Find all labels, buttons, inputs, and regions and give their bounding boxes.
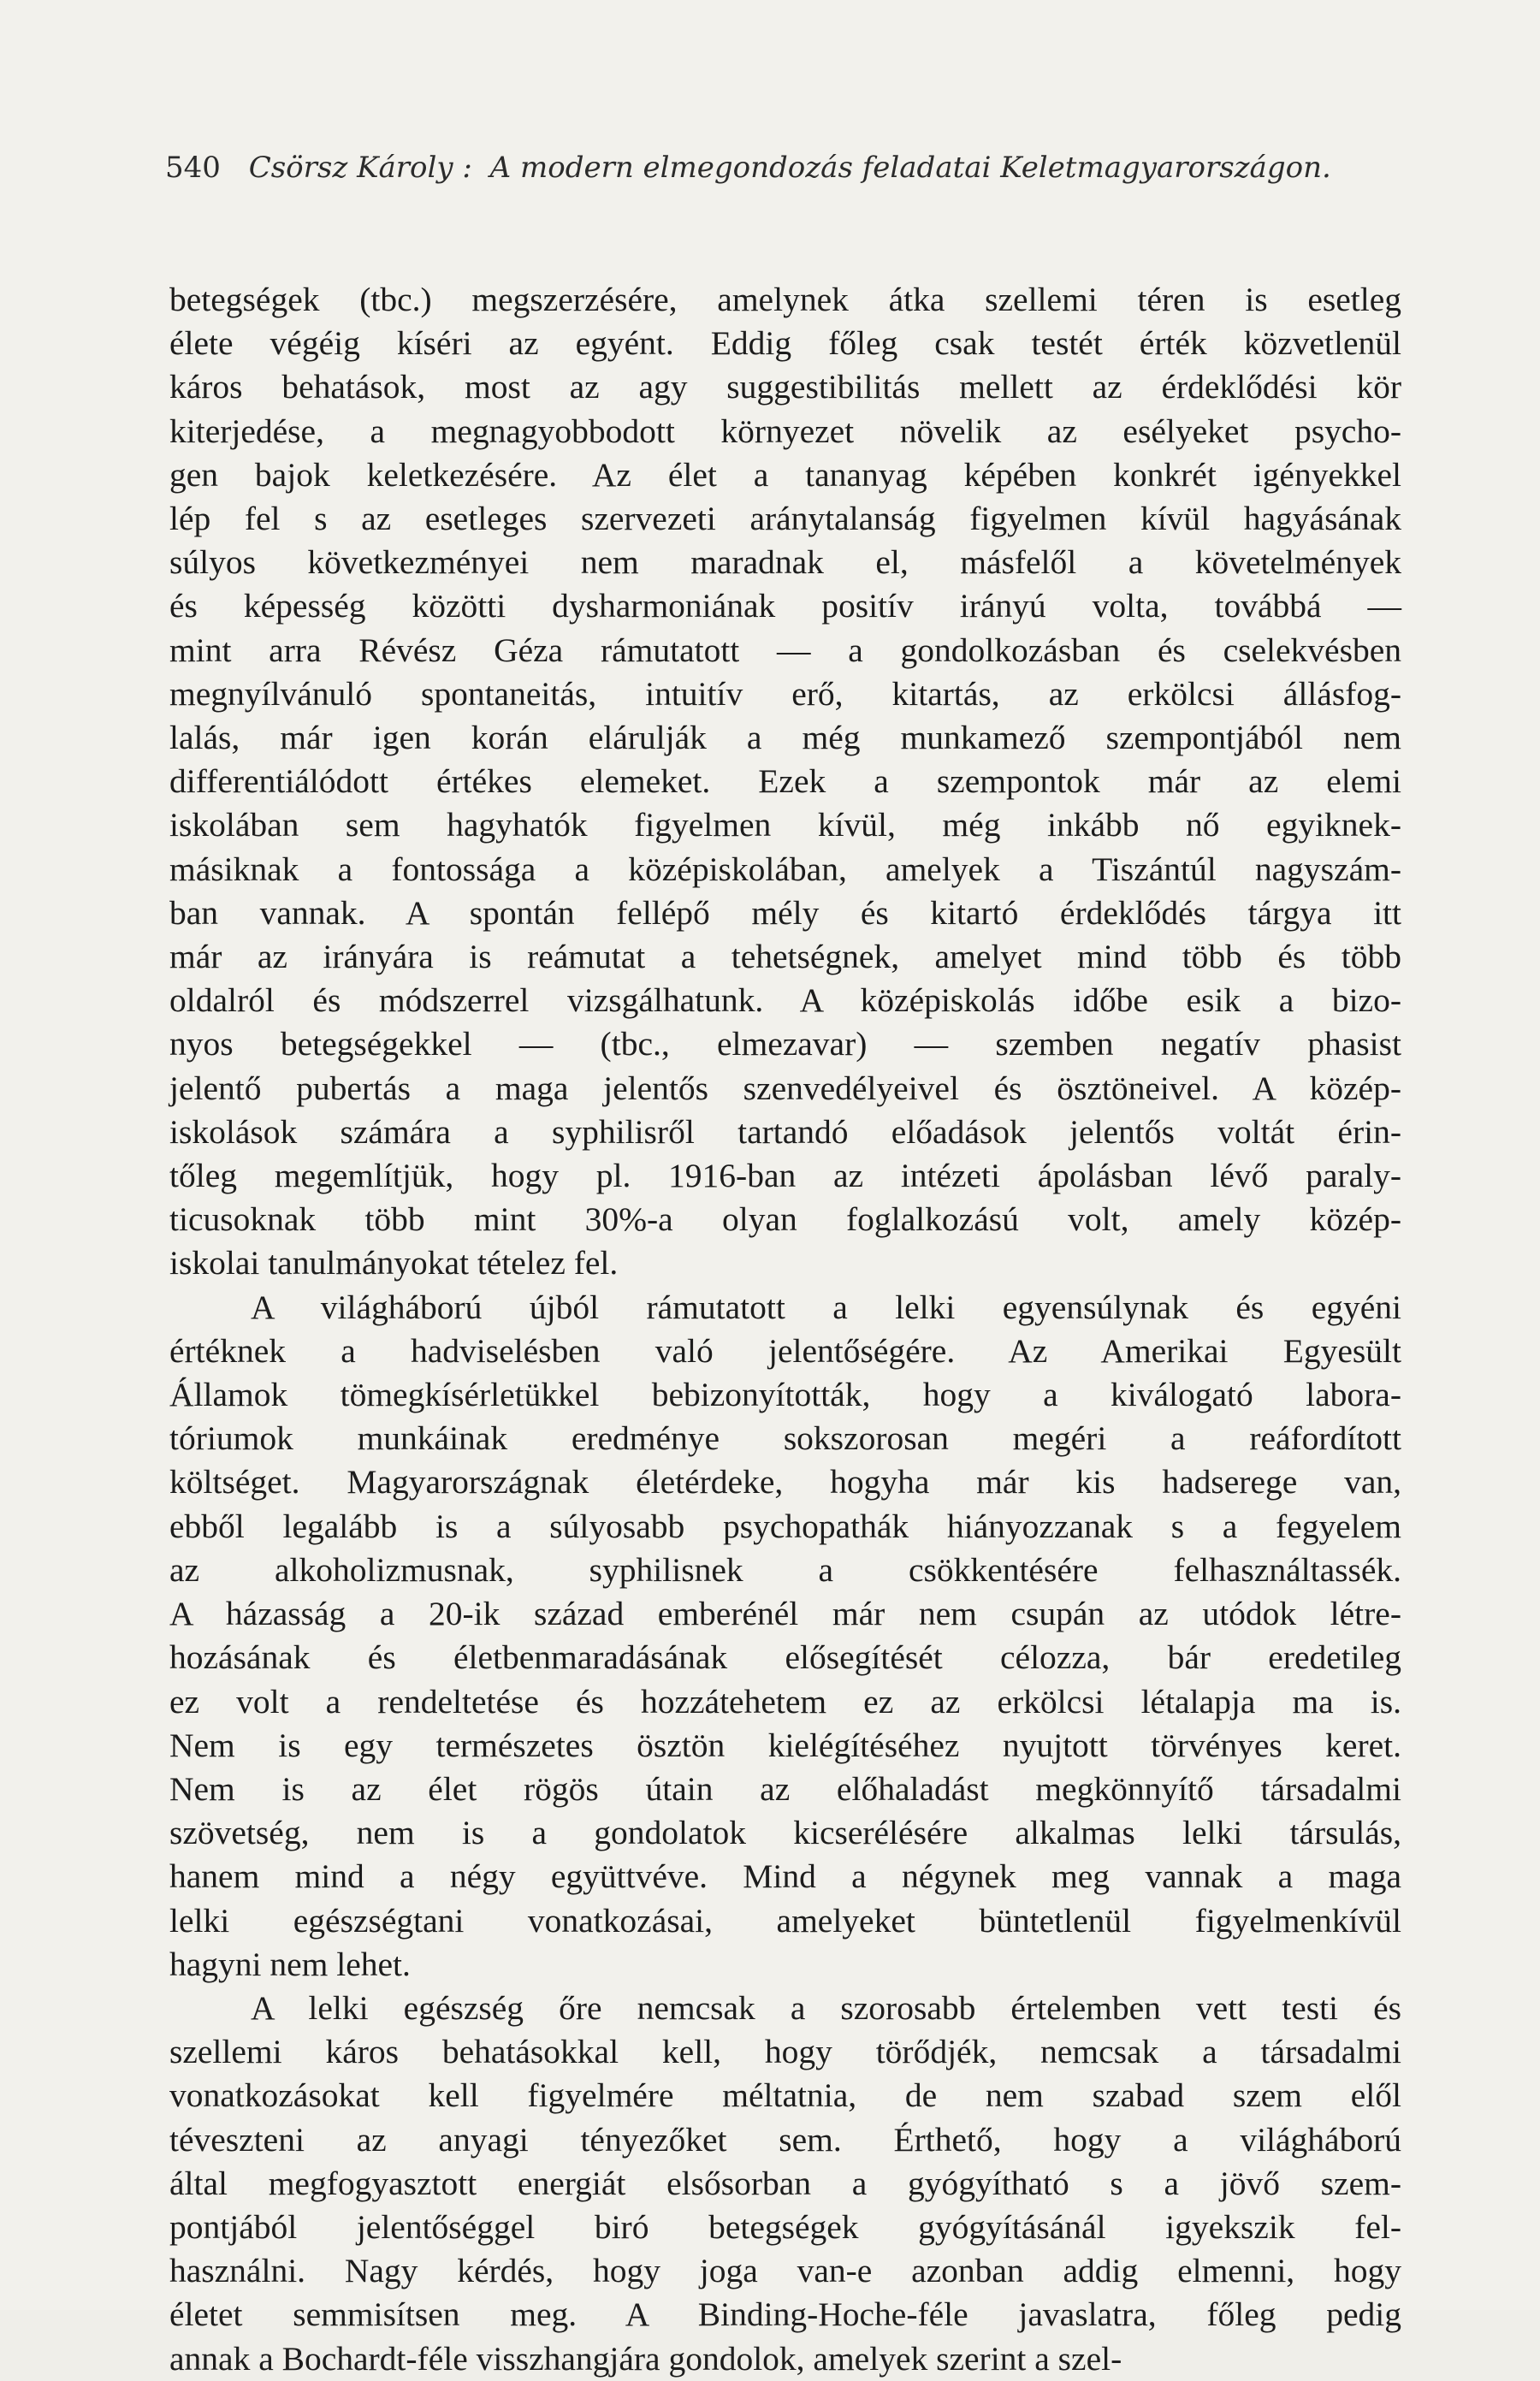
- text-line: téveszteni az anyagi tényezőket sem. Érthető, hogy a világháború: [169, 2120, 1401, 2159]
- text-line: lelki egészségtani vonatkozásai, amelyeket büntetlenül figyelmenkívül: [169, 1901, 1401, 1940]
- text-line: oldalról és módszerrel vizsgálhatunk. A középiskolás időbe esik a bizo-: [169, 981, 1401, 1020]
- text-line: értéknek a hadviselésben való jelentőségére. Az Amerikai Egyesült: [169, 1331, 1401, 1370]
- text-line: már az irányára is reámutat a tehetségnek, amelyet mind több és több: [169, 938, 1401, 976]
- text-line: annak a Bochardt-féle visszhangjára gondolok, amelyek szerint a szel-: [169, 2339, 1122, 2378]
- text-line: által megfogyasztott energiát elsősorban a gyógyítható s a jövő szem-: [169, 2164, 1401, 2202]
- text-line: iskolában sem hagyhatók figyelmen kívül, még inkább nő egyiknek-: [169, 806, 1401, 844]
- header-author: Csörsz Károly :: [248, 151, 472, 185]
- paragraph: [169, 278, 1401, 1286]
- text-line: tóriumok munkáinak eredménye sokszorosan megéri a reáfordított: [169, 1419, 1401, 1458]
- text-line: és képesség közötti dysharmoniának positív irányú volta, továbbá —: [169, 587, 1401, 625]
- page-number: 540: [165, 151, 221, 185]
- text-line: vonatkozásokat kell figyelmére méltatnia, de nem szabad szem elől: [169, 2076, 1401, 2115]
- text-line: ebből legalább is a súlyosabb psychopathák hiányozzanak s a fegyelem: [169, 1507, 1401, 1545]
- text-line: differentiálódott értékes elemeket. Ezek a szempontok már az elemi: [169, 762, 1401, 801]
- text-line: káros behatások, most az agy suggestibilitás mellett az érdeklődési kör: [169, 368, 1401, 406]
- text-line: iskolai tanulmányokat tételez fel.: [169, 1244, 619, 1282]
- text-line: ban vannak. A spontán fellépő mély és kitartó érdeklődés tárgya itt: [169, 893, 1401, 932]
- text-line: jelentő pubertás a maga jelentős szenvedélyeivel és ösztöneivel. A közép-: [169, 1069, 1401, 1107]
- text-line: költséget. Magyarországnak életérdeke, hogyha már kis hadserege van,: [169, 1463, 1401, 1501]
- text-line: használni. Nagy kérdés, hogy joga van-e azonban addig elmenni, hogy: [169, 2252, 1401, 2290]
- paragraph: [169, 1286, 1401, 1987]
- text-line: másiknak a fontossága a középiskolában, amelyek a Tiszántúl nagyszám-: [169, 850, 1401, 888]
- text-line: betegségek (tbc.) megszerzésére, amelynek átka szellemi téren is esetleg: [169, 281, 1401, 318]
- text-line: ez volt a rendeltetése és hozzátehetem ez az erkölcsi létalapja ma is.: [169, 1682, 1401, 1721]
- text-line: az alkoholizmusnak, syphilisnek a csökkentésére felhasználtassék.: [169, 1550, 1401, 1589]
- text-line: élete végéig kíséri az egyént. Eddig főleg csak testét érték közvetlenül: [169, 324, 1401, 363]
- running-header: [165, 151, 1406, 185]
- text-line: Nem is egy természetes ösztön kielégítéséhez nyujtott törvényes keret.: [169, 1726, 1401, 1764]
- text-line: nyos betegségekkel — (tbc., elmezavar) — szemben negatív phasist: [169, 1025, 1401, 1063]
- text-line: kiterjedése, a megnagyobbodott környezet növelik az esélyeket psycho-: [169, 412, 1401, 450]
- text-line: szellemi káros behatásokkal kell, hogy törődjék, nemcsak a társadalmi: [169, 2033, 1401, 2071]
- text-line: súlyos következményei nem maradnak el, másfelől a követelmények: [169, 543, 1401, 582]
- text-line: hozásának és életbenmaradásának elősegítését célozza, bár eredetileg: [169, 1638, 1401, 1677]
- text-line: életet semmisítsen meg. A Binding-Hoche-féle javaslatra, főleg pedig: [169, 2295, 1401, 2334]
- text-line: A világháború újból rámutatott a lelki egyensúlynak és egyéni: [251, 1288, 1401, 1326]
- text-line: lép fel s az esetleges szervezeti aránytalanság figyelmen kívül hagyásának: [169, 500, 1401, 538]
- text-line: A házasság a 20-ik század emberénél már nem csupán az utódok létre-: [169, 1595, 1401, 1633]
- text-line: ticusoknak több mint 30%-a olyan foglalkozású volt, amely közép-: [169, 1200, 1401, 1239]
- text-line: mint arra Révész Géza rámutatott — a gondolkozásban és cselekvésben: [169, 631, 1401, 669]
- text-line: A lelki egészség őre nemcsak a szorosabb értelemben vett testi és: [251, 1988, 1401, 2027]
- header-title: A modern elmegondozás feladatai Keletmagyarországon.: [489, 151, 1331, 185]
- text-line: hanem mind a négy együttvéve. Mind a négynek meg vannak a maga: [169, 1857, 1401, 1896]
- text-line: szövetség, nem is a gondolatok kicserélésére alkalmas lelki társulás,: [169, 1814, 1401, 1852]
- text-line: hagyni nem lehet.: [169, 1945, 411, 1983]
- text-line: megnyílvánuló spontaneitás, intuitív erő, kitartás, az erkölcsi állásfog-: [169, 674, 1401, 713]
- text-line: lalás, már igen korán elárulják a még munkamező szempontjából nem: [169, 719, 1401, 757]
- text-line: pontjából jelentőséggel biró betegségek gyógyításánál igyekszik fel-: [169, 2207, 1401, 2246]
- body-text: [169, 278, 1401, 2381]
- paragraph: [169, 1987, 1401, 2381]
- text-line: Államok tömegkísérletükkel bebizonyították, hogy a kiválogató labora-: [169, 1376, 1401, 1414]
- text-line: Nem is az élet rögös útain az előhaladást megkönnyítő társadalmi: [169, 1769, 1401, 1808]
- text-line: gen bajok keletkezésére. Az élet a tananyag képében konkrét igényekkel: [169, 455, 1401, 494]
- text-line: iskolások számára a syphilisről tartandó előadások jelentős voltát érin-: [169, 1112, 1401, 1151]
- text-line: tőleg megemlítjük, hogy pl. 1916-ban az intézeti ápolásban lévő paraly-: [169, 1157, 1401, 1195]
